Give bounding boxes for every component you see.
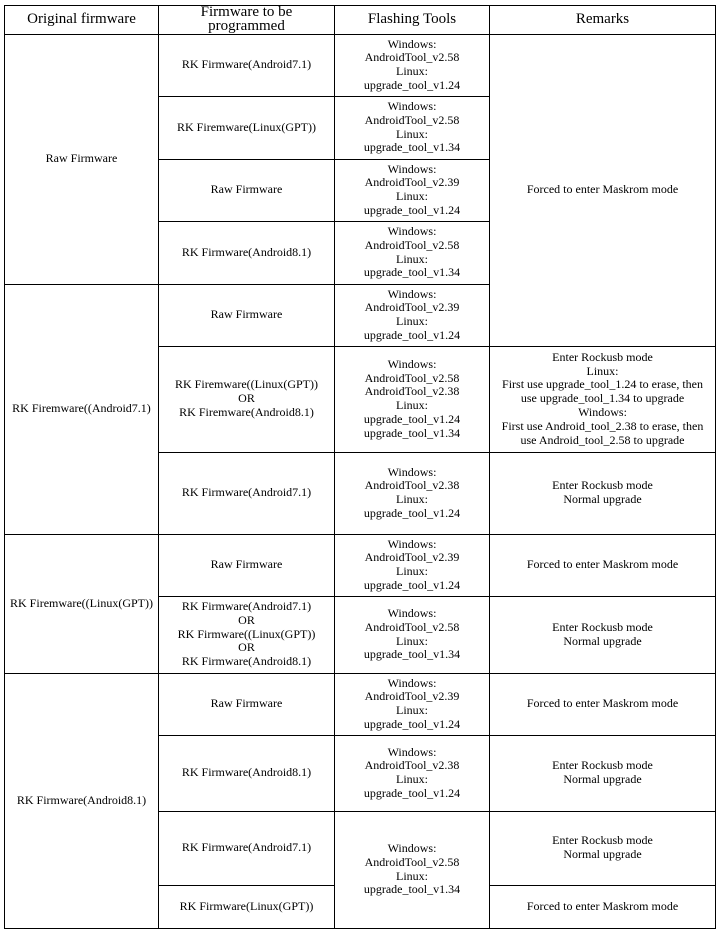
tool-line: Windows:	[387, 536, 437, 551]
remark-line: First use upgrade_tool_1.24 to erase, then	[502, 377, 703, 392]
flashing-tools-cell	[335, 96, 490, 159]
remark-cell	[490, 811, 716, 885]
remark-line: use upgrade_tool_1.34 to upgrade	[520, 391, 685, 406]
tool-line: upgrade_tool_v1.24	[363, 505, 461, 520]
tool-line: Linux:	[396, 492, 428, 507]
tool-line: Linux:	[396, 633, 428, 648]
target-line: RK Firemware(Linux(GPT))	[177, 119, 316, 134]
remark-line: Forced to enter Maskrom mode	[526, 696, 679, 711]
flashing-tools-cell	[335, 346, 490, 452]
flashing-tools-cell	[335, 452, 490, 534]
tool-line: upgrade_tool_v1.24	[363, 716, 461, 731]
target-firmware-cell	[159, 96, 335, 159]
target-firmware-cell	[159, 673, 335, 735]
remark-line: Linux:	[586, 363, 619, 378]
remark-cell	[490, 673, 716, 735]
target-firmware-cell	[159, 885, 335, 928]
tool-line: AndroidTool_v2.39	[364, 689, 460, 704]
target-firmware-cell	[159, 346, 335, 452]
flashing-tools-cell	[335, 811, 490, 928]
target-line: RK Firemware(Android8.1)	[179, 404, 314, 419]
flashing-tools-cell	[335, 221, 490, 284]
target-line: RK Firmware((Linux(GPT))	[177, 626, 316, 641]
tool-line: Linux:	[396, 189, 428, 204]
tool-line: Linux:	[396, 772, 428, 787]
header-flashing-tools: Flashing Tools	[335, 6, 490, 35]
table-row	[5, 534, 716, 596]
header-remarks: Remarks	[490, 6, 716, 35]
tool-line: AndroidTool_v2.58	[364, 854, 460, 869]
table-row	[5, 34, 716, 96]
remark-line: Normal upgrade	[563, 633, 642, 648]
tool-line: AndroidTool_v2.58	[364, 370, 460, 385]
tool-line: upgrade_tool_v1.34	[363, 425, 461, 440]
tool-line: Linux:	[396, 703, 428, 718]
remark-line: Forced to enter Maskrom mode	[526, 898, 679, 913]
tool-line: Windows:	[387, 744, 437, 759]
remark-line: Windows:	[578, 404, 627, 419]
target-line: RK Firemware((Linux(GPT))	[175, 377, 318, 392]
target-line: RK Firmware(Android7.1)	[181, 840, 312, 855]
target-firmware-cell	[159, 735, 335, 811]
tool-line: Windows:	[387, 99, 437, 113]
remark-line: Enter Rockusb mode	[552, 758, 653, 773]
header-original-firmware: Original firmware	[5, 6, 159, 35]
remark-line: Enter Rockusb mode	[552, 349, 653, 364]
target-line: OR	[238, 612, 255, 627]
tool-line: upgrade_tool_v1.24	[363, 202, 461, 217]
tool-line: Linux:	[396, 126, 428, 141]
target-line: OR	[238, 391, 255, 406]
remark-line: First use Android_tool_2.38 to erase, then	[501, 418, 704, 433]
remark-line: Forced to enter Maskrom mode	[526, 182, 679, 197]
tool-line: upgrade_tool_v1.34	[363, 140, 461, 155]
target-line: RK Firmware(Android8.1)	[181, 765, 312, 780]
target-firmware-cell	[159, 596, 335, 673]
target-line: Raw Firmware	[210, 557, 283, 572]
tool-line: upgrade_tool_v1.24	[363, 411, 461, 426]
tool-line: AndroidTool_v2.38	[364, 758, 460, 773]
table-row	[5, 673, 716, 735]
flashing-tools-cell	[335, 159, 490, 221]
tool-line: Windows:	[387, 224, 437, 238]
tool-line: Windows:	[387, 286, 437, 301]
original-firmware-cell: RK Firemware((Linux(GPT))	[5, 534, 159, 673]
target-line: Raw Firmware	[210, 696, 283, 711]
target-firmware-cell	[159, 811, 335, 885]
remark-line: Enter Rockusb mode	[552, 478, 653, 493]
target-line: RK Firmware(Android7.1)	[181, 57, 312, 72]
tool-line: Linux:	[396, 868, 428, 883]
target-firmware-cell	[159, 534, 335, 596]
remark-cell	[490, 735, 716, 811]
target-line: RK Firmware(Android7.1)	[181, 485, 312, 500]
tool-line: Windows:	[387, 841, 437, 855]
target-line: RK Firmware(Android8.1)	[181, 244, 312, 259]
tool-line: Linux:	[396, 314, 428, 329]
flashing-tools-cell	[335, 534, 490, 596]
flashing-tools-cell	[335, 34, 490, 96]
tool-line: upgrade_tool_v1.24	[363, 77, 461, 92]
tool-line: Windows:	[387, 36, 437, 51]
tool-line: Linux:	[396, 64, 428, 79]
remark-line: Normal upgrade	[563, 492, 642, 507]
remark-line: Forced to enter Maskrom mode	[526, 557, 679, 572]
remark-cell	[490, 34, 716, 346]
original-firmware-cell: RK Firemware((Android7.1)	[5, 284, 159, 534]
tool-line: AndroidTool_v2.38	[364, 384, 460, 399]
tool-line: AndroidTool_v2.39	[364, 175, 460, 190]
target-line: Raw Firmware	[210, 307, 283, 322]
tool-line: upgrade_tool_v1.34	[363, 882, 461, 897]
remark-cell	[490, 452, 716, 534]
tool-line: AndroidTool_v2.38	[364, 478, 460, 493]
tool-line: upgrade_tool_v1.24	[363, 785, 461, 800]
tool-line: Windows:	[387, 161, 437, 176]
remark-cell	[490, 346, 716, 452]
remark-line: Normal upgrade	[563, 772, 642, 787]
tool-line: AndroidTool_v2.39	[364, 550, 460, 565]
original-firmware-cell: Raw Firmware	[5, 34, 159, 284]
flashing-tools-cell	[335, 284, 490, 346]
firmware-compatibility-table	[4, 5, 716, 929]
flashing-tools-cell	[335, 735, 490, 811]
tool-line: Windows:	[387, 464, 437, 479]
target-firmware-cell	[159, 34, 335, 96]
target-firmware-cell	[159, 284, 335, 346]
tool-line: Windows:	[387, 606, 437, 620]
target-line: RK Firmware(Android8.1)	[181, 654, 312, 669]
tool-line: upgrade_tool_v1.24	[363, 327, 461, 342]
remark-line: Enter Rockusb mode	[552, 833, 653, 848]
tool-line: upgrade_tool_v1.34	[363, 265, 461, 280]
tool-line: upgrade_tool_v1.24	[363, 577, 461, 592]
tool-line: AndroidTool_v2.58	[364, 50, 460, 65]
target-line: RK Firmware(Linux(GPT))	[179, 898, 314, 913]
tool-line: Windows:	[387, 356, 437, 371]
tool-line: AndroidTool_v2.58	[364, 112, 460, 127]
tool-line: Linux:	[396, 564, 428, 579]
tool-line: AndroidTool_v2.58	[364, 237, 460, 252]
header-row	[5, 6, 716, 35]
original-firmware-cell: RK Firmware(Android8.1)	[5, 673, 159, 928]
remark-line: Enter Rockusb mode	[552, 619, 653, 634]
remark-line: Normal upgrade	[563, 847, 642, 862]
tool-line: Linux:	[396, 398, 428, 413]
tool-line: AndroidTool_v2.39	[364, 300, 460, 315]
tool-line: Windows:	[387, 675, 437, 690]
remark-cell	[490, 596, 716, 673]
remark-cell	[490, 885, 716, 928]
tool-line: AndroidTool_v2.58	[364, 619, 460, 634]
flashing-tools-cell	[335, 596, 490, 673]
target-firmware-cell	[159, 452, 335, 534]
target-line: RK Firmware(Android7.1)	[181, 599, 312, 614]
flashing-tools-cell	[335, 673, 490, 735]
remark-line: use Android_tool_2.58 to upgrade	[520, 432, 685, 447]
target-line: Raw Firmware	[210, 182, 283, 197]
remark-cell	[490, 534, 716, 596]
tool-line: upgrade_tool_v1.34	[363, 647, 461, 662]
header-firmware-to-be-programmed: Firmware to be programmed	[159, 6, 335, 35]
tool-line: Linux:	[396, 251, 428, 266]
target-firmware-cell	[159, 221, 335, 284]
target-firmware-cell	[159, 159, 335, 221]
target-line: OR	[238, 640, 255, 655]
